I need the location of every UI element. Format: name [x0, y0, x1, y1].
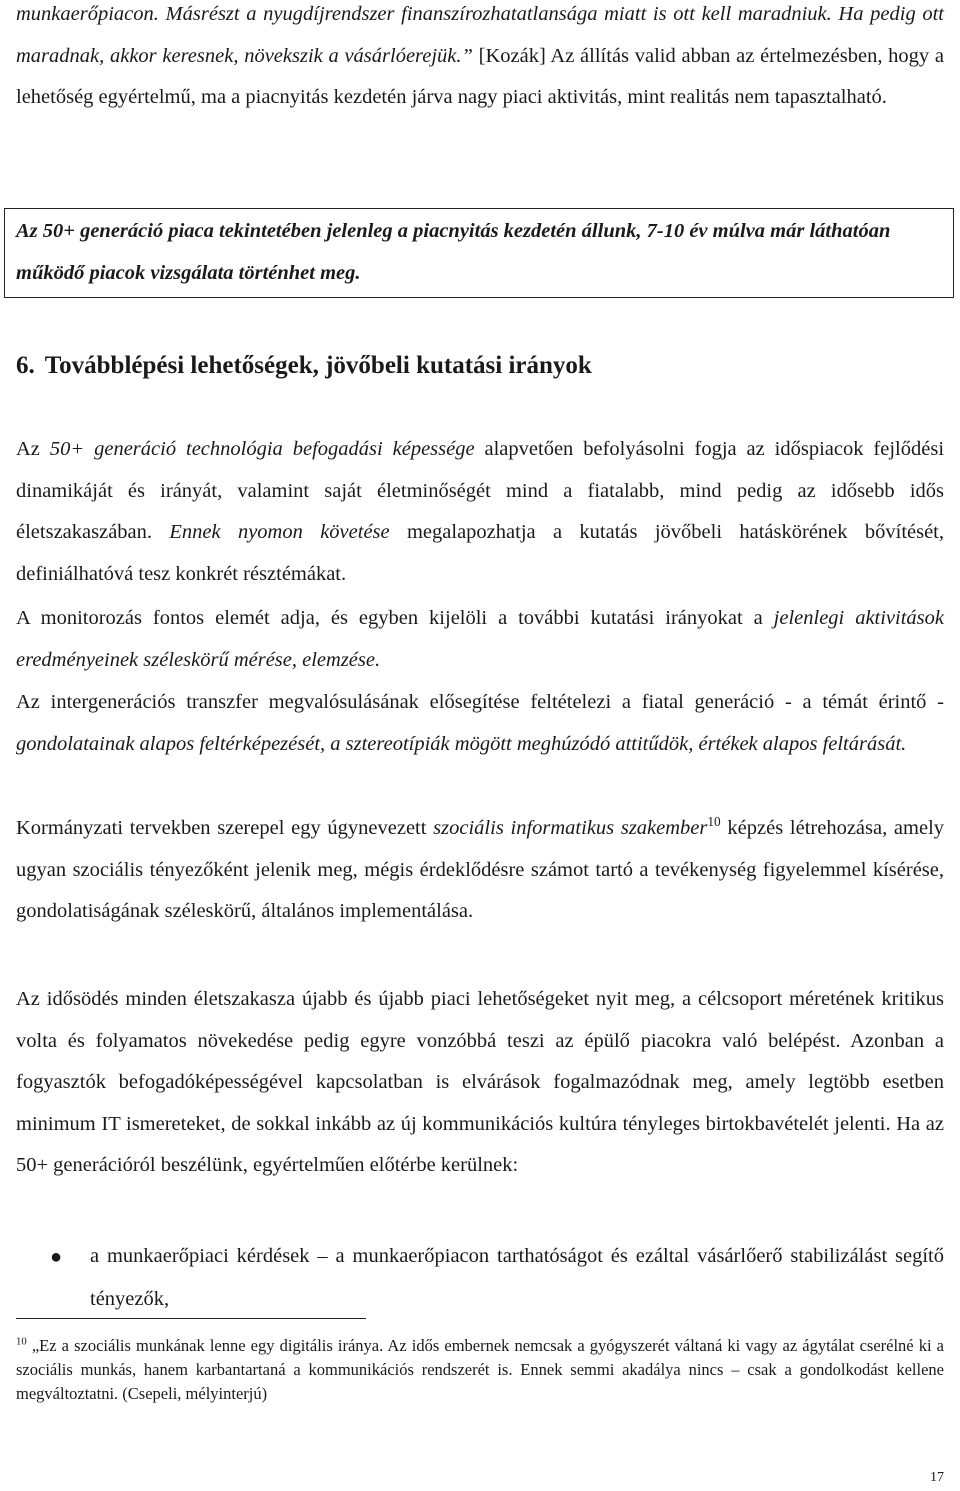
footnote-divider [16, 1318, 366, 1319]
footnote-reference: 10 [707, 814, 721, 830]
section-number: 6. [16, 352, 35, 379]
paragraph-intro [16, 0, 944, 119]
footnote [16, 1334, 944, 1406]
section-heading [16, 346, 592, 386]
italic-run: Ennek nyomon követése [169, 521, 390, 543]
italic-run: jelenlegi aktivitások eredményeinek széleskörű mérése, elemzése. [16, 607, 945, 671]
text-run: megalapozhatja a kutatás jövőbeli hatáskörének bővítését, definiálhatóvá tesz konkrét résztémákat. [16, 521, 945, 585]
italic-run: szociális informatikus szakember [433, 817, 708, 839]
text-run: alapvetően befolyásolni fogja az időspiacok fejlődési dinamikáját és irányát, valamint saját életminőségét mind a fiatalabb, mind pedig az idősebb idős életszakaszában. [16, 438, 945, 543]
text-run: Az intergenerációs transzfer megvalósulásának elősegítése feltételezi a fiatal generáció - a témát érintő - [16, 691, 944, 713]
text-run: Kormányzati tervekben szerepel egy úgynevezett [16, 817, 427, 839]
highlight-box [4, 208, 954, 298]
quote-attribution-text: [Kozák] Az állítás valid abban az értelmezésben, hogy a lehetőség egyértelmű, ma a piacnyitás kezdetén járva nagy piaci aktivitás, mint realitás nem tapasztalható. [16, 44, 944, 108]
bullet-text: a munkaerőpiaci kérdések – a munkaerőpiacon tarthatóságot és ezáltal vásárlőerő stabilizálást segítő tényezők, [90, 1245, 944, 1310]
highlight-text: Az 50+ generáció piaca tekintetében jelenleg a piacnyitás kezdetén állunk, 7-10 év múlva már láthatóan működő piacok vizsgálata történhet meg. [16, 220, 891, 284]
text-run: A monitorozás fontos elemét adja, és egyben kijelöli a további kutatási irányokat a [16, 607, 763, 629]
bullet-icon: ● [50, 1246, 63, 1268]
italic-run: gondolatainak alapos feltérképezését, a sztereotípiák mögött meghúzódó attitűdök, értékek alapos feltárását. [16, 732, 907, 755]
section-title: Továbblépési lehetőségek, jövőbeli kutatási irányok [44, 352, 592, 379]
paragraph-aging [16, 979, 944, 1187]
italic-run: 50+ generáció technológia befogadási képessége [49, 438, 475, 460]
footnote-text: „Ez a szociális munkának lenne egy digitális iránya. Az idős embernek nemcsak a gyógyszerét váltaná ki vagy az ágytálat cserélné ki a szociális munkás, hanem karbantartaná a kommunikációs rendszerét is. Ennek semmi akadálya nincs – csak a gondolkodást kellene megváltoztatni. (Csepeli, mélyinterjú) [16, 1336, 944, 1403]
text-run: Az idősödés minden életszakasza újabb és újabb piaci lehetőségeket nyit meg, a célcsoport méretének kritikus volta és folyamatos növekedése pedig egyre vonzóbbá teszi az épülő piacokra való belépést. Azonban a fogyasztók befogadóképességével kapcsolatban is elvárások fogalmazódnak meg, amely legtöbb esetben minimum IT ismereteket, de sokkal inkább az új kommunikációs kultúra tényleges birtokbavételét jelenti. Ha az 50+ generációról beszélünk, egyértelműen előtérbe kerülnek: [16, 988, 944, 1176]
quote-text: munkaerőpiacon. Másrészt a nyugdíjrendszer finanszírozhatatlansága miatt is ott kell maradniuk. Ha pedig ott maradnak, akkor keresnek, növekszik a vásárlóerejük.” [16, 3, 944, 67]
paragraph-intergenerational [16, 682, 944, 765]
footnote-number: 10 [16, 1335, 27, 1348]
paragraph-monitoring [16, 598, 944, 681]
page-number: 17 [930, 1470, 944, 1485]
paragraph-government-plans [16, 808, 944, 933]
text-run: Az [16, 438, 40, 460]
paragraph-technology [16, 429, 944, 595]
text-run: képzés létrehozása, amely ugyan szociális tényezőként jelenik meg, mégis érdeklődésre számot tartó a tevékenység figyelemmel kísérése, gondolatiságának széleskörű, általános implementálása. [16, 817, 945, 922]
